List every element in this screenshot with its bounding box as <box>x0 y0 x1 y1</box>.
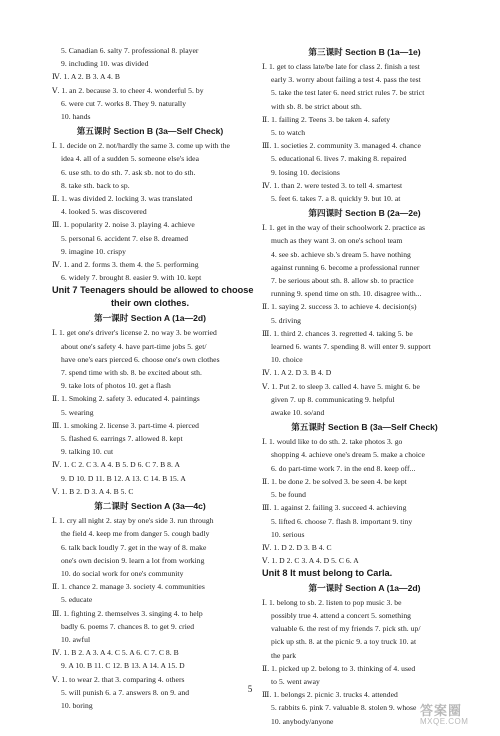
answer-line: Ⅲ. 1. against 2. failing 3. succeed 4. achieving <box>262 503 407 513</box>
section-answers <box>262 60 467 205</box>
answer-line: 5. driving <box>271 315 302 325</box>
answer-line: 5. educational 6. lives 7. making 8. repaired <box>271 154 407 164</box>
answer-line: the park <box>271 650 297 660</box>
answer-line: 10. awful <box>61 634 91 644</box>
answer-line: 6. do part-time work 7. in the end 8. keep off... <box>271 463 416 473</box>
answer-line: Ⅰ. 1. would like to do sth. 2. take photos 3. go <box>262 437 403 447</box>
answer-line: the field 4. keep me from danger 5. cough badly <box>61 529 210 539</box>
answer-line: 5. will punish 6. a 7. answers 8. on 9. and <box>61 687 190 697</box>
answer-line: running 9. spend time on sth. 10. disagree with... <box>271 289 422 299</box>
answer-line: pick up sth. 8. at the picnic 9. a toy truck 10. at <box>271 637 417 647</box>
answer-line: Ⅳ. 1. and 2. forms 3. them 4. the 5. performing <box>52 260 199 270</box>
unit-title-continued: their own clothes. <box>110 297 190 308</box>
answer-line: Ⅰ. 1. get one's driver's license 2. no way 3. be worried <box>52 328 217 338</box>
answer-line: 5. be found <box>271 490 306 500</box>
unit-title: Unit 7 Teenagers should be allowed to choose <box>52 285 254 296</box>
answer-line: 5. to watch <box>271 128 306 138</box>
answer-line: 5. personal 6. accident 7. else 8. dreamed <box>61 233 189 243</box>
answer-line: 9. D 10. D 11. B 12. A 13. C 14. B 15. A <box>61 473 186 483</box>
answer-line: Ⅱ. 1. be done 2. be solved 3. be seen 4. be kept <box>262 476 407 486</box>
answer-line: Ⅰ. 1. get to class late/be late for class 2. finish a test <box>262 62 420 71</box>
section-heading: 第四课时 Section B (2a—2e) <box>308 208 421 219</box>
answer-line: badly 6. poems 7. chances 8. to get 9. cried <box>61 621 195 631</box>
section-heading: 第二课时 Section A (3a—4c) <box>94 501 206 512</box>
section-heading: 第一课时 Section A (1a—2d) <box>93 313 207 324</box>
answer-line: Ⅱ. 1. was divided 2. locking 3. was translated <box>52 194 193 204</box>
answer-line: 10. anybody/anyone <box>271 716 334 726</box>
answer-line: Ⅳ. 1. A 2. D 3. B 4. D <box>262 368 332 378</box>
answer-line: to 5. went away <box>271 677 320 687</box>
answer-line: Ⅱ. 1. saying 2. success 3. to achieve 4. decision(s) <box>262 302 417 312</box>
watermark-logo <box>420 700 492 730</box>
answer-line: Ⅴ. 1. D 2. C 3. A 4. D 5. C 6. A <box>262 556 359 566</box>
answer-line: Ⅴ. 1. to wear 2. that 3. comparing 4. others <box>52 674 185 684</box>
answer-line: 8. take sth. back to sp. <box>61 180 130 190</box>
answer-line: 6. use sth. to do sth. 7. ask sb. not to do sth. <box>61 167 196 177</box>
answer-line: 5. take the test later 6. need strict rules 7. be strict <box>271 88 425 98</box>
answer-line: 4. see sb. achieve sb.'s dream 5. have nothing <box>271 249 411 259</box>
right-column <box>262 44 467 728</box>
answer-line: 9. talking 10. cut <box>61 447 114 457</box>
answer-line: Ⅱ. 1. picked up 2. belong to 3. thinking of 4. used <box>262 663 416 673</box>
answer-line: valuable 6. the rest of my friends 7. pick sth. up/ <box>271 624 421 634</box>
answer-line: Ⅲ. 1. third 2. chances 3. regretted 4. taking 5. be <box>262 328 413 338</box>
answer-line: Ⅳ. 1. B 2. A 3. A 4. C 5. A 6. C 7. C 8. B <box>52 648 179 658</box>
answer-line: possibly true 4. attend a concert 5. something <box>271 611 412 621</box>
answer-line: 7. be serious about sth. 8. allow sb. to practice <box>271 276 414 286</box>
page-number: 5 <box>247 684 253 694</box>
answer-line: with sb. 8. be strict about sth. <box>271 101 362 111</box>
answer-line: shopping 4. achieve one's dream 5. make a choice <box>271 450 425 460</box>
answer-line: Ⅳ. 1. D 2. D 3. B 4. C <box>262 542 332 552</box>
section-answers <box>52 139 248 284</box>
answer-line: idea 4. all of a sudden 5. someone else's idea <box>61 154 199 164</box>
answer-line: Ⅰ. 1. cry all night 2. stay by one's side 3. run through <box>52 516 214 526</box>
answer-line: 6. were cut 7. works 8. They 9. naturally <box>61 98 187 108</box>
answer-line: 4. looked 5. was discovered <box>61 207 147 217</box>
answer-line: 5. lifted 6. choose 7. flash 8. important 9. tiny <box>271 516 413 526</box>
watermark-site: MXQE.COM <box>420 717 469 726</box>
answer-line: given 7. up 8. communicating 9. helpful <box>271 394 395 404</box>
answer-line: Ⅲ. 1. smoking 2. license 3. part-time 4. pierced <box>52 420 200 430</box>
unit-title: Unit 8 It must belong to Carla. <box>262 568 393 579</box>
answer-line: 9. take lots of photos 10. get a flash <box>61 381 171 391</box>
section-answers <box>262 221 467 419</box>
answer-line: 6. widely 7. brought 8. easier 9. with 10. kept <box>61 273 202 283</box>
answer-line: Ⅳ. 1. than 2. were tested 3. to tell 4. smartest <box>262 180 403 190</box>
answer-line: Ⅱ. 1. failing 2. Teens 3. be taken 4. safety <box>262 114 391 124</box>
answer-line: 5. Canadian 6. salty 7. professional 8. player <box>61 46 199 55</box>
answer-line: 9. imagine 10. crispy <box>61 246 126 256</box>
answer-line: 5. flashed 6. earrings 7. allowed 8. kept <box>61 434 183 444</box>
answer-line: Ⅰ. 1. get in the way of their schoolwork 2. practice as <box>262 223 426 233</box>
answer-line: 7. spend time with sb. 8. be excited about sth. <box>61 368 202 378</box>
answer-line: much as they want 3. on one's school team <box>271 236 403 246</box>
watermark-text: 答案圈 <box>420 703 463 718</box>
answer-line: Ⅰ. 1. belong to sb. 2. listen to pop music 3. be <box>262 597 402 607</box>
section-heading: 第五课时 Section B (3a—Self Check) <box>76 126 224 137</box>
answer-line: early 3. worry about failing a test 4. pass the test <box>271 75 421 85</box>
answer-line: Ⅴ. 1. B 2. D 3. A 4. B 5. C <box>52 486 134 496</box>
answer-line: Ⅱ. 1. chance 2. manage 3. society 4. communities <box>52 582 205 592</box>
section-heading: 第三课时 Section B (1a—1e) <box>308 47 421 57</box>
answer-line: Ⅲ. 1. fighting 2. themselves 3. singing 4. to help <box>52 608 203 618</box>
answer-line: Ⅴ. 1. an 2. because 3. to cheer 4. wonderful 5. by <box>52 85 204 95</box>
answer-line: 10. hands <box>61 112 91 122</box>
answer-line: 9. A 10. B 11. C 12. B 13. A 14. A 15. D <box>61 661 185 671</box>
answer-line: 10. boring <box>61 700 93 710</box>
answer-line: 9. losing 10. decisions <box>271 167 340 177</box>
left-column <box>52 44 254 712</box>
answer-line: about one's safety 4. have part-time jobs 5. get/ <box>61 341 207 351</box>
answer-line: 9. including 10. was divided <box>61 59 149 69</box>
answer-line: 10. choice <box>271 355 303 365</box>
answer-line: Ⅳ. 1. A 2. B 3. A 4. B <box>52 72 120 82</box>
answer-line: 10. serious <box>271 529 305 539</box>
answer-line: awake 10. so/and <box>271 408 325 418</box>
answer-line: one's own decision 9. learn a lot from working <box>61 555 205 565</box>
answer-line: Ⅳ. 1. C 2. C 3. A 4. B 5. D 6. C 7. B 8. A <box>52 460 181 470</box>
answer-line: Ⅲ. 1. belongs 2. picnic 3. trucks 4. attended <box>262 690 398 700</box>
answer-line: learned 6. wants 7. spending 8. will enter 9. support <box>271 342 431 352</box>
section-answers <box>52 326 248 498</box>
answer-line: against running 6. become a professional runner <box>271 262 420 272</box>
answer-line: Ⅱ. 1. Smoking 2. safety 3. educated 4. paintings <box>52 394 200 404</box>
answer-line: 5. wearing <box>61 407 94 417</box>
answer-line: 6. talk back loudly 7. get in the way of 8. make <box>61 542 207 552</box>
answer-line: Ⅲ. 1. societies 2. community 3. managed 4. chance <box>262 141 421 151</box>
answer-line: 5. feet 6. takes 7. a 8. quickly 9. but 10. at <box>271 194 401 204</box>
section-heading: 第一课时 Section A (1a—2d) <box>308 582 421 593</box>
section-heading: 第五课时 Section B (3a—Self Check) <box>291 422 438 433</box>
answer-line: 5. educate <box>61 595 93 605</box>
answer-line: have one's ears pierced 6. choose one's own clothes <box>61 354 220 364</box>
unit6-answers-tail <box>52 44 248 123</box>
answer-line: Ⅰ. 1. decide on 2. not/hardly the same 3. come up with the <box>52 141 230 151</box>
answer-line: 5. rabbits 6. pink 7. valuable 8. stolen 9. whose <box>271 703 417 713</box>
answer-line: 10. do social work for one's community <box>61 568 184 578</box>
answer-line: Ⅲ. 1. popularity 2. noise 3. playing 4. achieve <box>52 220 195 230</box>
section-answers <box>52 514 248 712</box>
answer-line: Ⅴ. 1. Put 2. to sleep 3. called 4. have 5. might 6. be <box>262 381 420 391</box>
section-answers <box>262 435 467 567</box>
